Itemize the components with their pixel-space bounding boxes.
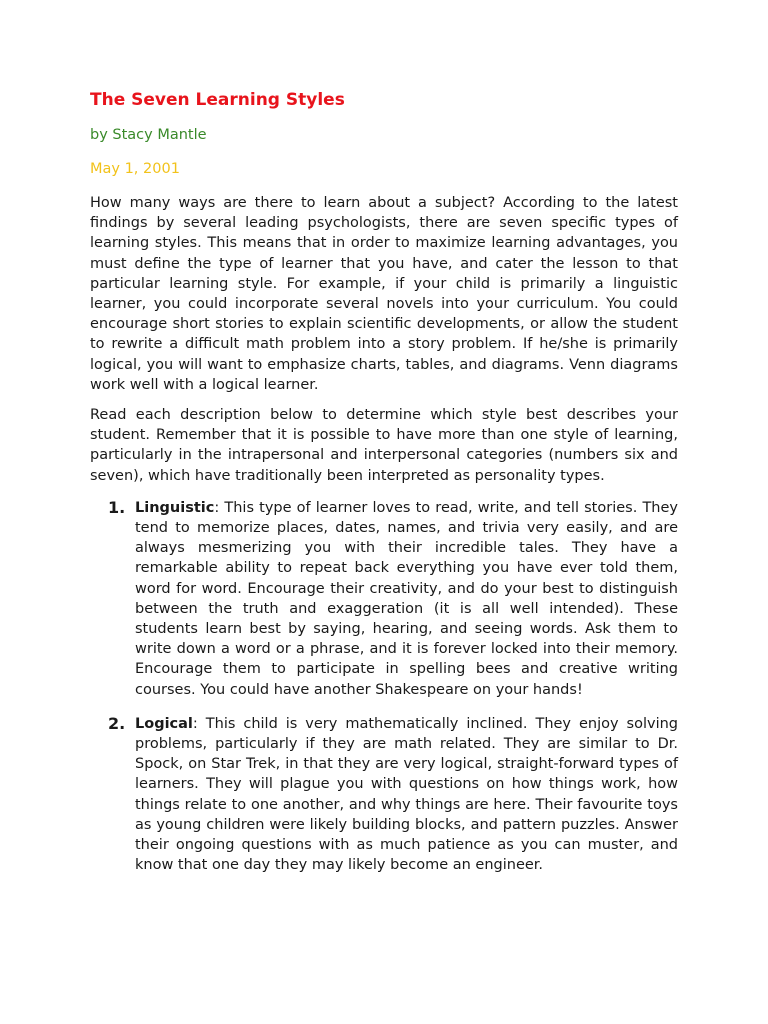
intro-paragraph-2: Read each description below to determine which style best describes your student. Remember that it is possible to have more than one style of learning, particularly in the intrapersonal and interpersonal categories (numbers six and seven), which have traditionally been interpreted as personality types. xyxy=(90,407,678,484)
style-name-linguistic: Linguistic xyxy=(135,499,215,516)
list-item-text xyxy=(135,714,678,876)
style-separator: : xyxy=(214,499,225,516)
article xyxy=(90,88,678,890)
style-name-logical: Logical xyxy=(135,715,193,732)
list-item-text xyxy=(135,498,678,700)
list-item-number: 1. xyxy=(108,497,126,517)
list-item-number: 2. xyxy=(108,713,126,733)
learning-styles-list xyxy=(90,498,678,876)
style-separator: : xyxy=(192,715,206,732)
style-description-logical: This child is very mathematically inclined. They enjoy solving problems, particularly if they are math related. They are similar to Dr. Spock, on Star Trek, in that they are very logical, straight-forward types of learners. They will plague you with questions on how things work, how things relate to one another, and why things are here. Their favourite toys as young children were likely building blocks, and pattern puzzles. Answer their ongoing questions with as much patience as you can muster, and know that one day they may likely become an engineer. xyxy=(135,715,678,874)
article-title: The Seven Learning Styles xyxy=(90,90,345,110)
list-item-logical xyxy=(90,714,678,876)
article-date: May 1, 2001 xyxy=(90,161,180,177)
article-byline: by Stacy Mantle xyxy=(90,127,207,143)
list-item-linguistic xyxy=(90,498,678,700)
style-description-linguistic: This type of learner loves to read, write, and tell stories. They tend to memorize places, dates, names, and trivia very easily, and are always mesmerizing you with their incredible tales. They have a remarkable ability to repeat back everything you have ever told them, word for word. Encourage their creativity, and do your best to distinguish between the truth and exaggeration (it is all well intended). These students learn best by saying, hearing, and seeing words. Ask them to write down a word or a phrase, and it is forever locked into their memory. Encourage them to participate in spelling bees and creative writing courses. You could have another Shakespeare on your hands! xyxy=(135,499,678,698)
intro-paragraph-1: How many ways are there to learn about a subject? According to the latest findings by several leading psychologists, there are seven specific types of learning styles. This means that in order to maximize learning advantages, you must define the type of learner that you have, and cater the lesson to that particular learning style. For example, if your child is primarily a linguistic learner, you could incorporate several novels into your curriculum. You could encourage short stories to explain scientific developments, or allow the student to rewrite a difficult math problem into a story problem. If he/she is primarily logical, you will want to emphasize charts, tables, and diagrams. Venn diagrams work well with a logical learner. xyxy=(90,195,678,393)
